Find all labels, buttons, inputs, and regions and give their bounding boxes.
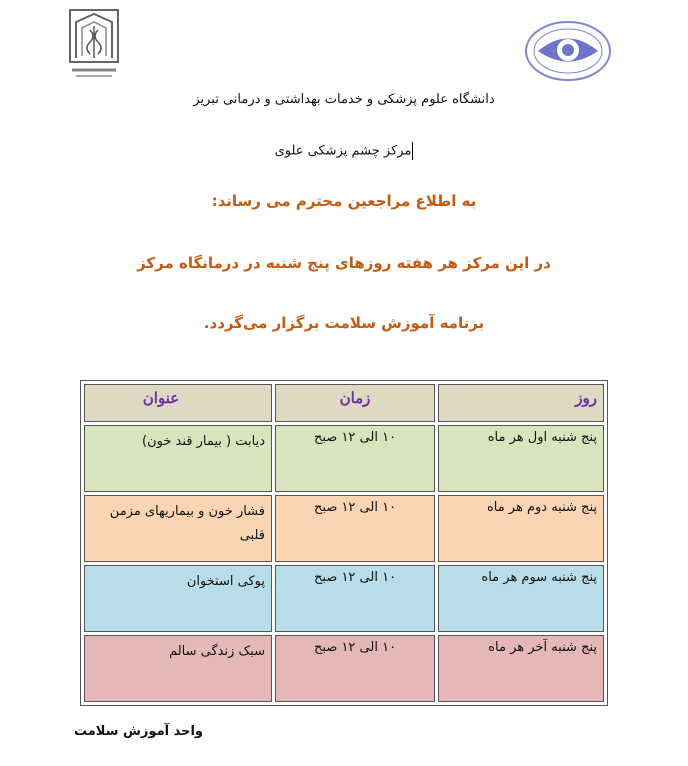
notice-line-3: برنامه آموزش سلامت برگزار می‌گردد. [203,314,485,332]
notice-line-1: به اطلاع مراجعین محترم می رساند: [211,192,477,210]
table-row [84,635,604,702]
center-name [0,142,688,160]
row-day: پنج شنبه دوم هر ماه [438,495,604,562]
row-topic: پوکی استخوان [84,565,272,632]
eye-center-logo-icon [524,20,612,82]
header-topic: عنوان [84,384,272,422]
row-topic: سبک زندگی سالم [84,635,272,702]
row-time: ۱۰ الی ۱۲ صبح [275,635,435,702]
table-row [84,425,604,492]
schedule-table [80,380,608,706]
row-day: پنج شنبه سوم هر ماه [438,565,604,632]
table-row [84,495,604,562]
university-logo-icon [66,8,122,80]
row-time: ۱۰ الی ۱۲ صبح [275,495,435,562]
footer-unit: واحد آموزش سلامت [74,724,204,739]
university-name: دانشگاه علوم پزشکی و خدمات بهداشتی و درمانی تبریز [193,92,495,107]
row-day: پنج شنبه اول هر ماه [438,425,604,492]
row-time: ۱۰ الی ۱۲ صبح [275,565,435,632]
header-day: روز [438,384,604,422]
text-cursor [412,142,413,160]
center-name-text: مرکز چشم پزشکی علوی [274,143,412,159]
notice-line-2: در این مرکز هر هفته روزهای پنج شنبه در درمانگاه مرکز [137,254,551,272]
row-day: پنج شنبه آخر هر ماه [438,635,604,702]
row-topic: دیابت ( بیمار قند خون) [84,425,272,492]
table-header-row [84,384,604,422]
row-topic: فشار خون و بیماریهای مزمن قلبی [84,495,272,562]
row-time: ۱۰ الی ۱۲ صبح [275,425,435,492]
header-time: زمان [275,384,435,422]
table-row [84,565,604,632]
